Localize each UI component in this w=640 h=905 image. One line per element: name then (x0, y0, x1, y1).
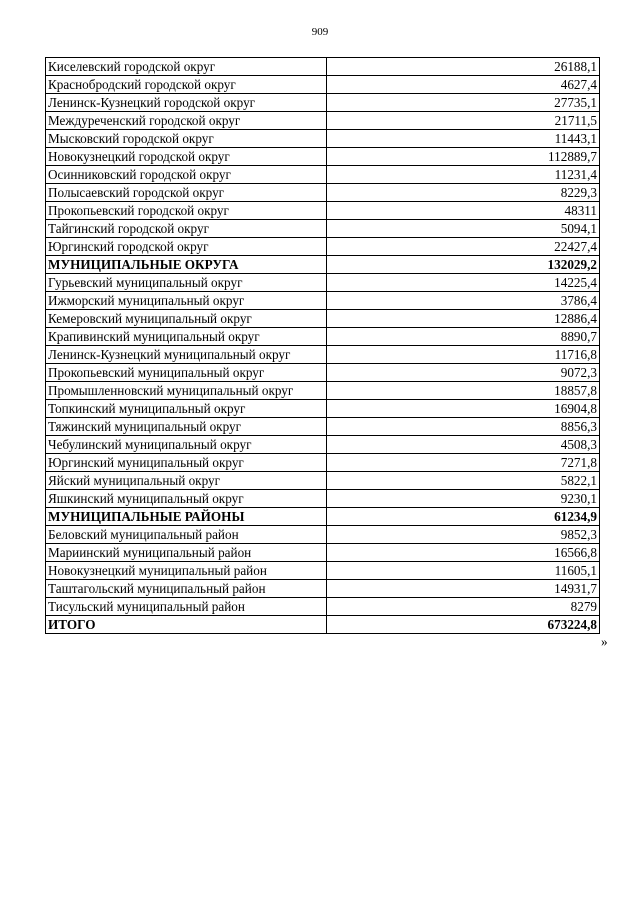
amount-cell: 11605,1 (327, 562, 600, 580)
amount-cell: 14931,7 (327, 580, 600, 598)
municipality-name-cell: Гурьевский муниципальный округ (46, 274, 327, 292)
table-row (46, 184, 600, 202)
municipality-name-cell: Кемеровский муниципальный округ (46, 310, 327, 328)
municipality-name-cell: Промышленновский муниципальный округ (46, 382, 327, 400)
municipality-name-cell: Краснобродский городской округ (46, 76, 327, 94)
amount-cell: 11443,1 (327, 130, 600, 148)
municipality-name-cell: Новокузнецкий муниципальный район (46, 562, 327, 580)
municipality-name-cell: Прокопьевский муниципальный округ (46, 364, 327, 382)
table-total-row (46, 256, 600, 274)
page-number: 909 (311, 26, 329, 38)
amount-cell: 7271,8 (327, 454, 600, 472)
table-row (46, 166, 600, 184)
municipality-name-cell: Тисульский муниципальный район (46, 598, 327, 616)
amount-cell: 9852,3 (327, 526, 600, 544)
amount-cell: 27735,1 (327, 94, 600, 112)
table-row (46, 454, 600, 472)
municipality-name-cell: МУНИЦИПАЛЬНЫЕ РАЙОНЫ (46, 508, 327, 526)
budget-table (45, 57, 600, 634)
municipality-name-cell: Чебулинский муниципальный округ (46, 436, 327, 454)
amount-cell: 48311 (327, 202, 600, 220)
amount-cell: 8856,3 (327, 418, 600, 436)
amount-cell: 112889,7 (327, 148, 600, 166)
table-row (46, 472, 600, 490)
table-row (46, 400, 600, 418)
closing-quote-mark: » (601, 634, 608, 649)
amount-cell: 21711,5 (327, 112, 600, 130)
table-row (46, 418, 600, 436)
amount-cell: 12886,4 (327, 310, 600, 328)
table-row (46, 58, 600, 76)
table-row (46, 346, 600, 364)
municipality-name-cell: Ленинск-Кузнецкий муниципальный округ (46, 346, 327, 364)
municipality-name-cell: Топкинский муниципальный округ (46, 400, 327, 418)
amount-cell: 14225,4 (327, 274, 600, 292)
amount-cell: 4508,3 (327, 436, 600, 454)
amount-cell: 5822,1 (327, 472, 600, 490)
municipality-name-cell: Киселевский городской округ (46, 58, 327, 76)
amount-cell: 22427,4 (327, 238, 600, 256)
amount-cell: 8890,7 (327, 328, 600, 346)
amount-cell: 11716,8 (327, 346, 600, 364)
amount-cell: 132029,2 (327, 256, 600, 274)
municipality-name-cell: Юргинский городской округ (46, 238, 327, 256)
table-row (46, 364, 600, 382)
municipality-name-cell: Яшкинский муниципальный округ (46, 490, 327, 508)
municipality-name-cell: Тяжинский муниципальный округ (46, 418, 327, 436)
table-row (46, 112, 600, 130)
table-row (46, 328, 600, 346)
table-total-row (46, 508, 600, 526)
amount-cell: 8229,3 (327, 184, 600, 202)
municipality-name-cell: ИТОГО (46, 616, 327, 634)
table-row (46, 148, 600, 166)
municipality-name-cell: Мариинский муниципальный район (46, 544, 327, 562)
municipality-name-cell: Междуреченский городской округ (46, 112, 327, 130)
amount-cell: 4627,4 (327, 76, 600, 94)
amount-cell: 8279 (327, 598, 600, 616)
amount-cell: 26188,1 (327, 58, 600, 76)
amount-cell: 5094,1 (327, 220, 600, 238)
amount-cell: 11231,4 (327, 166, 600, 184)
table-row (46, 310, 600, 328)
table-row (46, 490, 600, 508)
table-row (46, 130, 600, 148)
municipality-name-cell: Ленинск-Кузнецкий городской округ (46, 94, 327, 112)
amount-cell: 18857,8 (327, 382, 600, 400)
amount-cell: 16566,8 (327, 544, 600, 562)
table-row (46, 76, 600, 94)
amount-cell: 61234,9 (327, 508, 600, 526)
table-row (46, 580, 600, 598)
municipality-name-cell: Новокузнецкий городской округ (46, 148, 327, 166)
municipality-name-cell: Беловский муниципальный район (46, 526, 327, 544)
municipality-name-cell: Полысаевский городской округ (46, 184, 327, 202)
table-row (46, 202, 600, 220)
amount-cell: 3786,4 (327, 292, 600, 310)
municipality-name-cell: МУНИЦИПАЛЬНЫЕ ОКРУГА (46, 256, 327, 274)
table-row (46, 598, 600, 616)
municipality-name-cell: Тайгинский городской округ (46, 220, 327, 238)
table-row (46, 220, 600, 238)
municipality-name-cell: Мысковский городской округ (46, 130, 327, 148)
table-row (46, 562, 600, 580)
amount-cell: 9072,3 (327, 364, 600, 382)
municipality-name-cell: Крапивинский муниципальный округ (46, 328, 327, 346)
amount-cell: 673224,8 (327, 616, 600, 634)
table-body (46, 58, 600, 634)
table-row (46, 238, 600, 256)
table-row (46, 526, 600, 544)
table-row (46, 94, 600, 112)
table-row (46, 292, 600, 310)
table-row (46, 274, 600, 292)
amount-cell: 9230,1 (327, 490, 600, 508)
amount-cell: 16904,8 (327, 400, 600, 418)
table-row (46, 382, 600, 400)
municipality-name-cell: Ижморский муниципальный округ (46, 292, 327, 310)
table-row (46, 436, 600, 454)
municipality-name-cell: Прокопьевский городской округ (46, 202, 327, 220)
municipality-name-cell: Осинниковский городской округ (46, 166, 327, 184)
municipality-name-cell: Яйский муниципальный округ (46, 472, 327, 490)
municipality-name-cell: Таштагольский муниципальный район (46, 580, 327, 598)
table-row (46, 544, 600, 562)
table-total-row (46, 616, 600, 634)
municipality-name-cell: Юргинский муниципальный округ (46, 454, 327, 472)
